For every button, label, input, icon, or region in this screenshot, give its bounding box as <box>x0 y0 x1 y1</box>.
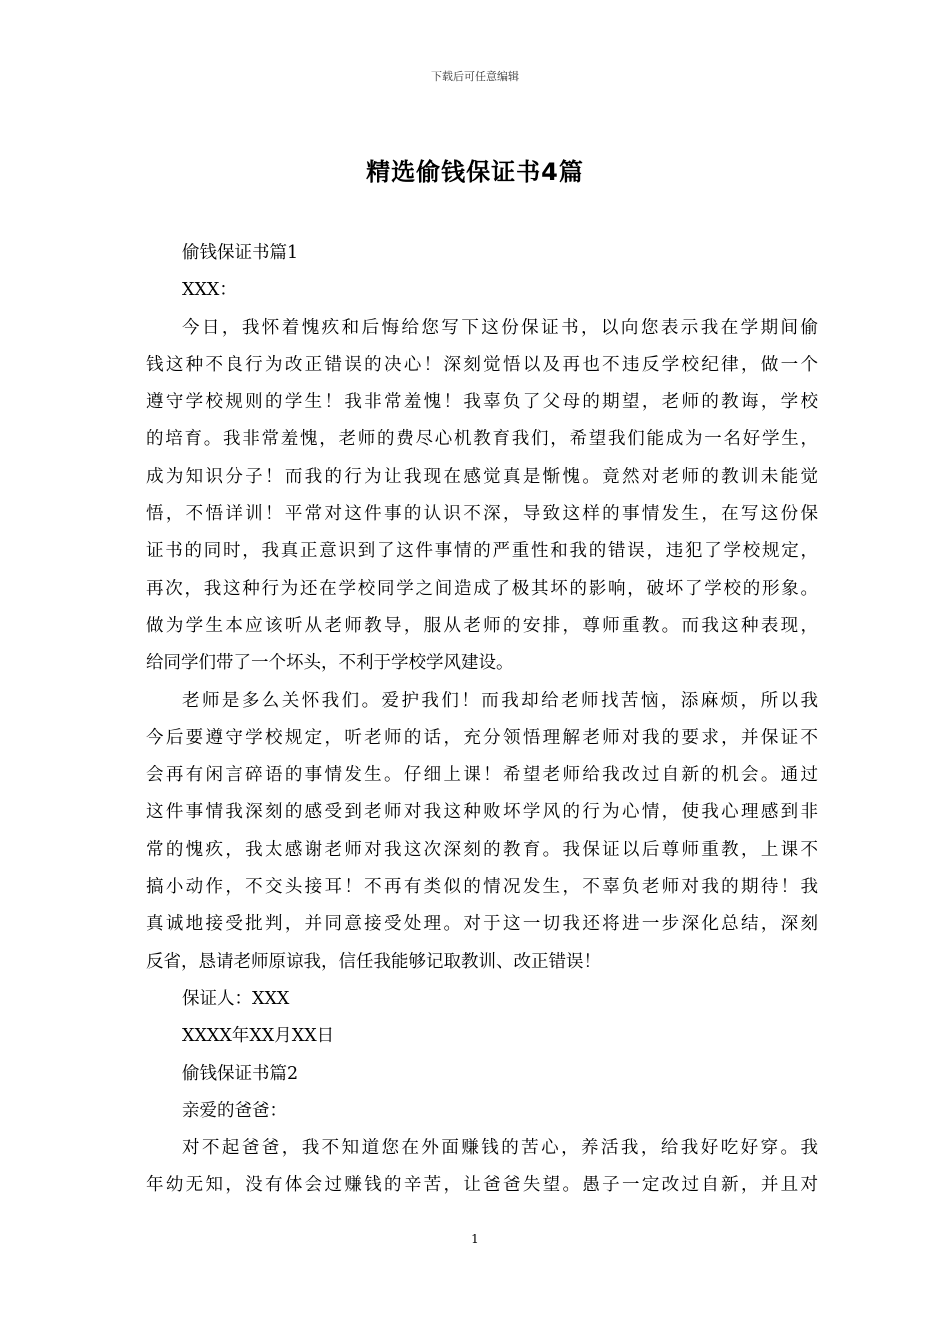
paragraph-line: 遵守学校规则的学生！我非常羞愧！我辜负了父母的期望，老师的教诲，学校 <box>146 392 818 413</box>
paragraph-line: 做为学生本应该听从老师教导，服从老师的安排，尊师重教。而我这种表现， <box>146 615 818 636</box>
paragraph-line: 反省，恳请老师原谅我，信任我能够记取教训、改正错误！ <box>146 951 601 972</box>
document-body <box>146 235 818 1205</box>
salutation: XXX： <box>182 280 237 301</box>
paragraph-line: 对不起爸爸，我不知道您在外面赚钱的苦心，养活我，给我好吃好穿。我 <box>182 1138 818 1159</box>
document-title: 精选偷钱保证书4篇 <box>366 158 584 186</box>
section-heading: 偷钱保证书篇1 <box>182 243 299 263</box>
paragraph-line: 的培育。我非常羞愧，老师的费尽心机教育我们，希望我们能成为一名好学生， <box>146 429 818 450</box>
paragraph-line: 常的愧疚，我太感谢老师对我这次深刻的教育。我保证以后尊师重教，上课不 <box>146 839 818 860</box>
paragraph-line: 年幼无知，没有体会过赚钱的辛苦，让爸爸失望。愚子一定改过自新，并且对 <box>146 1175 818 1196</box>
paragraph-line: 成为知识分子！而我的行为让我现在感觉真是惭愧。竟然对老师的教训未能觉 <box>146 466 818 487</box>
signature: 保证人：XXX <box>182 988 290 1009</box>
salutation: 亲爱的爸爸： <box>182 1100 287 1121</box>
paragraph-line: 悟，不悟详训！平常对这件事的认识不深，导致这样的事情发生，在写这份保 <box>146 504 818 525</box>
page-header-note: 下载后可任意编辑 <box>431 70 519 83</box>
paragraph-line: 真诚地接受批判，并同意接受处理。对于这一切我还将进一步深化总结，深刻 <box>146 914 818 935</box>
paragraph-line: 这件事情我深刻的感受到老师对我这种败坏学风的行为心情，使我心理感到非 <box>146 802 818 823</box>
paragraph-line: 今后要遵守学校规定，听老师的话，充分领悟理解老师对我的要求，并保证不 <box>146 727 818 748</box>
paragraph-line: 钱这种不良行为改正错误的决心！深刻觉悟以及再也不违反学校纪律，做一个 <box>146 354 818 375</box>
paragraph-line: 证书的同时，我真正意识到了这件事情的严重性和我的错误，违犯了学校规定， <box>146 541 818 562</box>
section-heading: 偷钱保证书篇2 <box>182 1063 299 1084</box>
paragraph-line: 今日，我怀着愧疚和后悔给您写下这份保证书，以向您表示我在学期间偷 <box>182 317 818 338</box>
paragraph-line: 搞小动作，不交头接耳！不再有类似的情况发生，不辜负老师对我的期待！我 <box>146 877 818 898</box>
paragraph-line: 再次，我这种行为还在学校同学之间造成了极其坏的影响，破坏了学校的形象。 <box>146 578 818 599</box>
date: XXXX年XX月XX日 <box>182 1026 335 1047</box>
page-number: 1 <box>471 1232 479 1246</box>
paragraph-line: 给同学们带了一个坏头，不利于学校学风建设。 <box>146 653 514 674</box>
paragraph-line: 会再有闲言碎语的事情发生。仔细上课！希望老师给我改过自新的机会。通过 <box>146 765 818 786</box>
paragraph-line: 老师是多么关怀我们。爱护我们！而我却给老师找苦恼，添麻烦，所以我 <box>182 690 818 711</box>
